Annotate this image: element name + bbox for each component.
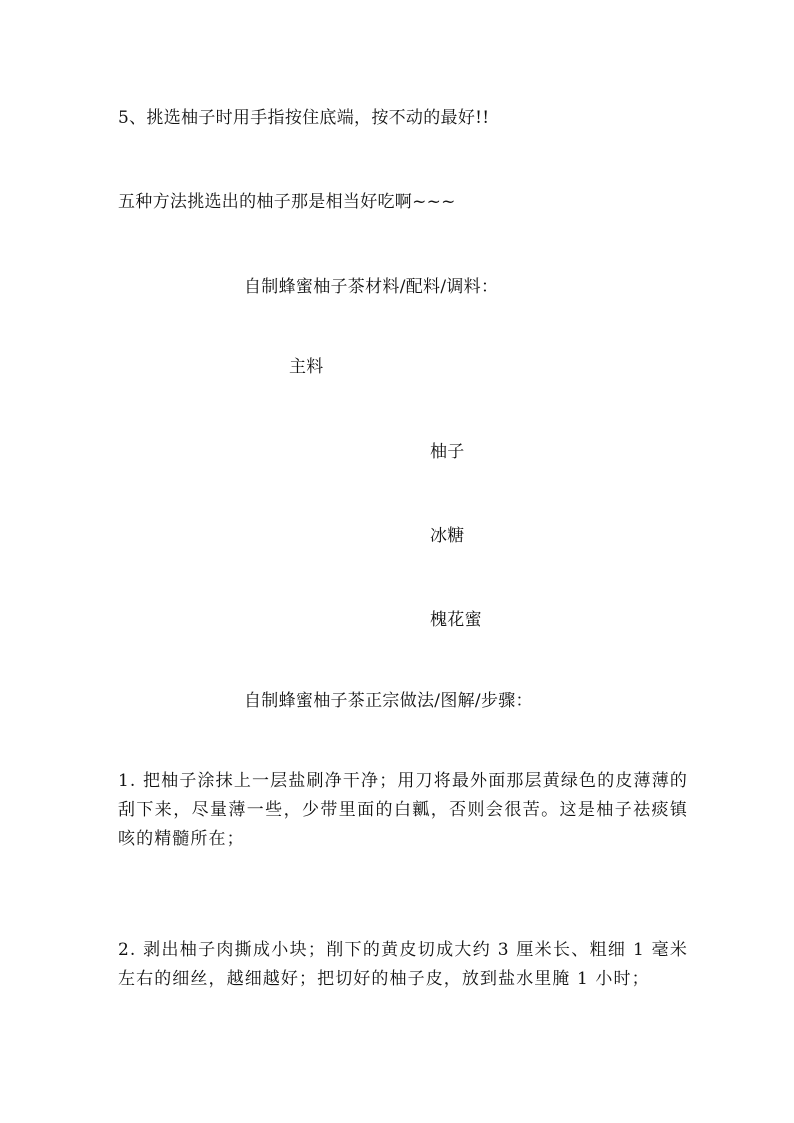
method-heading: 自制蜂蜜柚子茶正宗做法/图解/步骤： [244, 691, 533, 711]
materials-heading: 自制蜂蜜柚子茶材料/配料/调料： [244, 277, 499, 297]
tip-5-text: 5、挑选柚子时用手指按住底端，按不动的最好!! [118, 108, 490, 128]
main-ingredients-label: 主料 [289, 357, 324, 377]
step-paragraph: 2. 剥出柚子肉撕成小块；削下的黄皮切成大约 3 厘米长、粗细 1 毫米左右的细丝，越细越好；把切好的柚子皮，放到盐水里腌 1 小时； [118, 940, 688, 989]
ingredient-item: 槐花蜜 [430, 610, 482, 630]
summary-text: 五种方法挑选出的柚子那是相当好吃啊~~~ [118, 192, 456, 212]
ingredient-item: 冰糖 [430, 526, 465, 546]
step-paragraph: 1. 把柚子涂抹上一层盐刷净干净；用刀将最外面那层黄绿色的皮薄薄的刮下来，尽量薄一些，少带里面的白瓤，否则会很苦。这是柚子祛痰镇咳的精髓所在； [118, 771, 688, 849]
ingredient-item: 柚子 [430, 442, 465, 462]
